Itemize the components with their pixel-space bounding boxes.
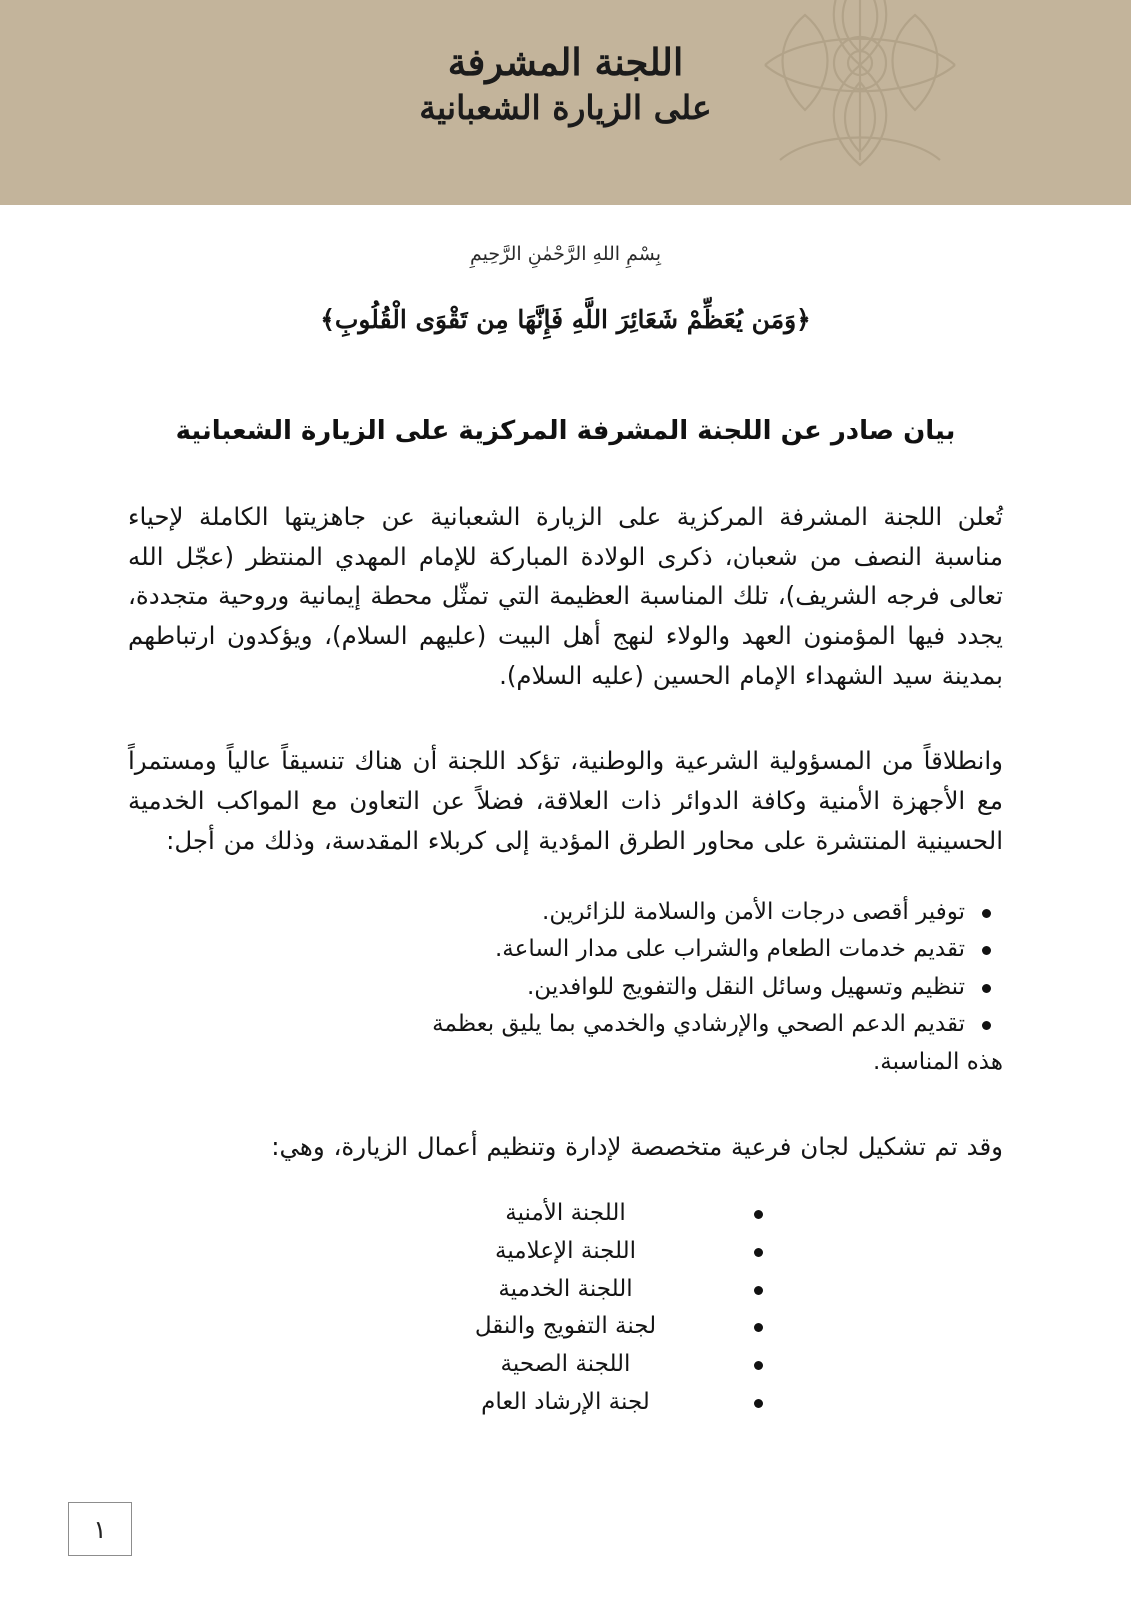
quran-verse: ﴿وَمَن يُعَظِّمْ شَعَائِرَ اللَّهِ فَإِنَّهَا مِن تَقْوَى الْقُلُوبِ﴾ [320,305,811,334]
list-item-label: اللجنة الإعلامية [495,1238,636,1265]
list-item-label: لجنة التفويج والنقل [474,1313,657,1340]
logo-line-one: اللجنة المشرفة [447,40,684,84]
list-item: تقديم الدعم الصحي والإرشادي والخدمي بما يليق بعظمة [128,1007,1003,1043]
list-item [128,1385,1003,1421]
list-item-label: اللجنة الصحية [500,1350,631,1377]
list-item [128,1196,1003,1232]
paragraph-two: وانطلاقاً من المسؤولية الشرعية والوطنية، تؤكد اللجنة أن هناك تنسيقاً عالياً ومستمراً مع الأجهزة الأمنية وكافة الدوائر ذات العلاقة، فضلاً عن التعاون مع المواكب الخدمية الحسينية المنتشرة على محاور الطرق المؤدية إلى كربلاء المقدسة، وذلك من أجل: [128,746,1003,855]
list-item [128,1309,1003,1345]
page-content [0,205,1131,1600]
list-item: تقديم خدمات الطعام والشراب على مدار الساعة. [128,932,1003,968]
paragraph-three: وقد تم تشكيل لجان فرعية متخصصة لإدارة وتنظيم أعمال الزيارة، وهي: [271,1131,1003,1161]
header-band [0,0,1131,205]
goals-list [128,895,1003,1044]
logo-line-two: على الزيارة الشعبانية [419,87,712,127]
list-item: تنظيم وتسهيل وسائل النقل والتفويج للوافدين. [128,970,1003,1006]
list-item [128,1234,1003,1270]
page-number: ١ [68,1502,132,1556]
basmala: بِسْمِ اللهِ الرَّحْمٰنِ الرَّحِيمِ [470,243,661,265]
page-title: بيان صادر عن اللجنة المشرفة المركزية على الزيارة الشعبانية [175,416,956,446]
committee-logo [0,38,1131,130]
goals-list-tail: هذه المناسبة. [872,1049,1003,1076]
list-item-label: اللجنة الأمنية [505,1200,626,1227]
body-text [128,497,1003,1420]
list-item [128,1272,1003,1308]
list-item-label: اللجنة الخدمية [498,1275,633,1302]
paragraph-one: تُعلن اللجنة المشرفة المركزية على الزيارة الشعبانية عن جاهزيتها الكاملة لإحياء مناسبة النصف من شعبان، ذكرى الولادة المباركة للإمام المهدي المنتظر (عجّل الله تعالى فرجه الشريف)، تلك المناسبة العظيمة التي تمثّل محطة إيمانية وروحية متجددة، يجدد فيها المؤمنون العهد والولاء لنهج أهل البيت (عليهم السلام)، ويؤكدون ارتباطهم بمدينة سيد الشهداء الإمام الحسين (عليه السلام). [128,502,1003,690]
committees-list [128,1196,1003,1420]
list-item [128,1347,1003,1383]
list-item-label: لجنة الإرشاد العام [481,1388,650,1415]
list-item: توفير أقصى درجات الأمن والسلامة للزائرين. [128,895,1003,931]
